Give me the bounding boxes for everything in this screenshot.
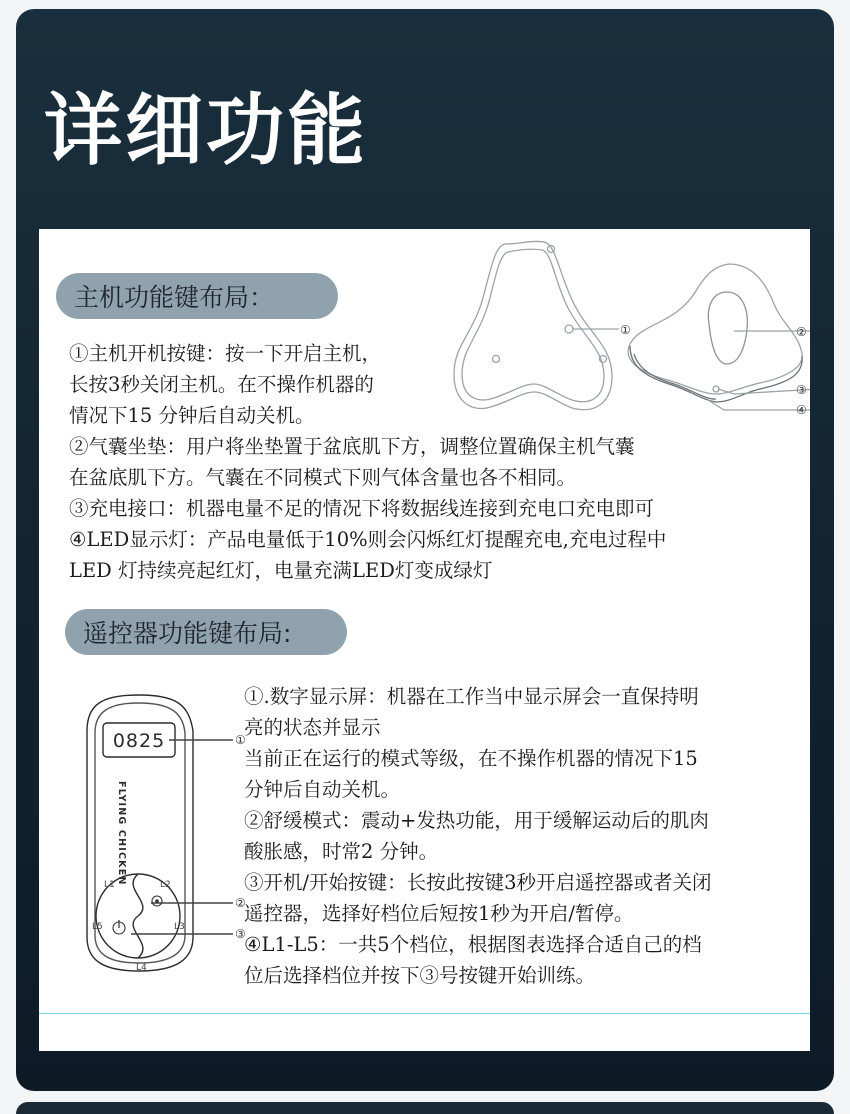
remote-line: ④L1-L5：一共5个档位，根据图表选择合适自己的档 <box>244 933 702 956</box>
remote-display-digits: 0825 <box>112 730 166 752</box>
page-title: 详细功能 <box>44 86 369 176</box>
remote-callout-1: ① <box>235 733 246 747</box>
host-line: ①主机开机按键：按一下开启主机， <box>69 342 382 365</box>
host-callout-1: ① <box>620 323 631 337</box>
host-section-heading: 主机功能键布局： <box>56 273 338 319</box>
remote-line: ①.数字显示屏：机器在工作当中显示屏会一直保持明 <box>244 685 699 708</box>
host-line: ④LED显示灯：产品电量低于10%则会闪烁红灯提醒充电,充电过程中 <box>69 528 667 551</box>
remote-line: 分钟后自动关机。 <box>244 778 401 801</box>
host-callout-4: ④ <box>796 403 807 417</box>
remote-callout-2: ② <box>235 896 246 910</box>
host-callout-3: ③ <box>796 383 807 397</box>
remote-line: 遥控器，选择好档位后短按1秒为开启/暂停。 <box>244 902 634 925</box>
remote-level-l3: L3 <box>174 922 185 932</box>
host-description <box>69 338 666 586</box>
remote-callout-3: ③ <box>235 927 246 941</box>
remote-level-l4: L4 <box>136 963 147 973</box>
host-line: ②气囊坐垫：用户将坐垫置于盆底肌下方，调整位置确保主机气囊 <box>69 435 635 458</box>
host-line: ③充电接口：机器电量不足的情况下将数据线连接到充电口充电即可 <box>69 497 655 520</box>
remote-illustration <box>59 691 259 976</box>
remote-line: ②舒缓模式：震动+发热功能，用于缓解运动后的肌肉 <box>244 809 709 832</box>
footer-divider <box>39 1013 810 1014</box>
remote-power-button <box>113 920 125 934</box>
host-line: 情况下15 分钟后自动关机。 <box>69 404 315 427</box>
remote-level-l2: L2 <box>160 880 171 890</box>
remote-line: 酸胀感，时常2 分钟。 <box>244 840 439 863</box>
content-panel <box>39 229 810 1051</box>
remote-line: 当前正在运行的模式等级，在不操作机器的情况下15 <box>244 747 698 770</box>
host-line: 长按3秒关闭主机。在不操作机器的 <box>69 373 374 396</box>
remote-description <box>244 681 711 991</box>
next-section-edge <box>16 1102 834 1114</box>
remote-section-heading: 遥控器功能键布局: <box>65 609 347 655</box>
remote-brand-label: FLYING CHICKEN <box>116 781 127 886</box>
relax-mode-icon <box>152 896 162 906</box>
remote-line: 亮的状态并显示 <box>244 716 381 739</box>
host-line: LED 灯持续亮起红灯，电量充满LED灯变成绿灯 <box>69 559 493 582</box>
remote-line: ③开机/开始按键：长按此按键3秒开启遥控器或者关闭 <box>244 871 712 894</box>
remote-line: 位后选择档位并按下③号按键开始训练。 <box>244 964 596 987</box>
remote-level-l5: L5 <box>92 922 103 932</box>
host-line: 在盆底肌下方。气囊在不同模式下则气体含量也各不相同。 <box>69 466 577 489</box>
remote-level-l1: L1 <box>104 880 115 890</box>
host-callout-2: ② <box>796 325 807 339</box>
